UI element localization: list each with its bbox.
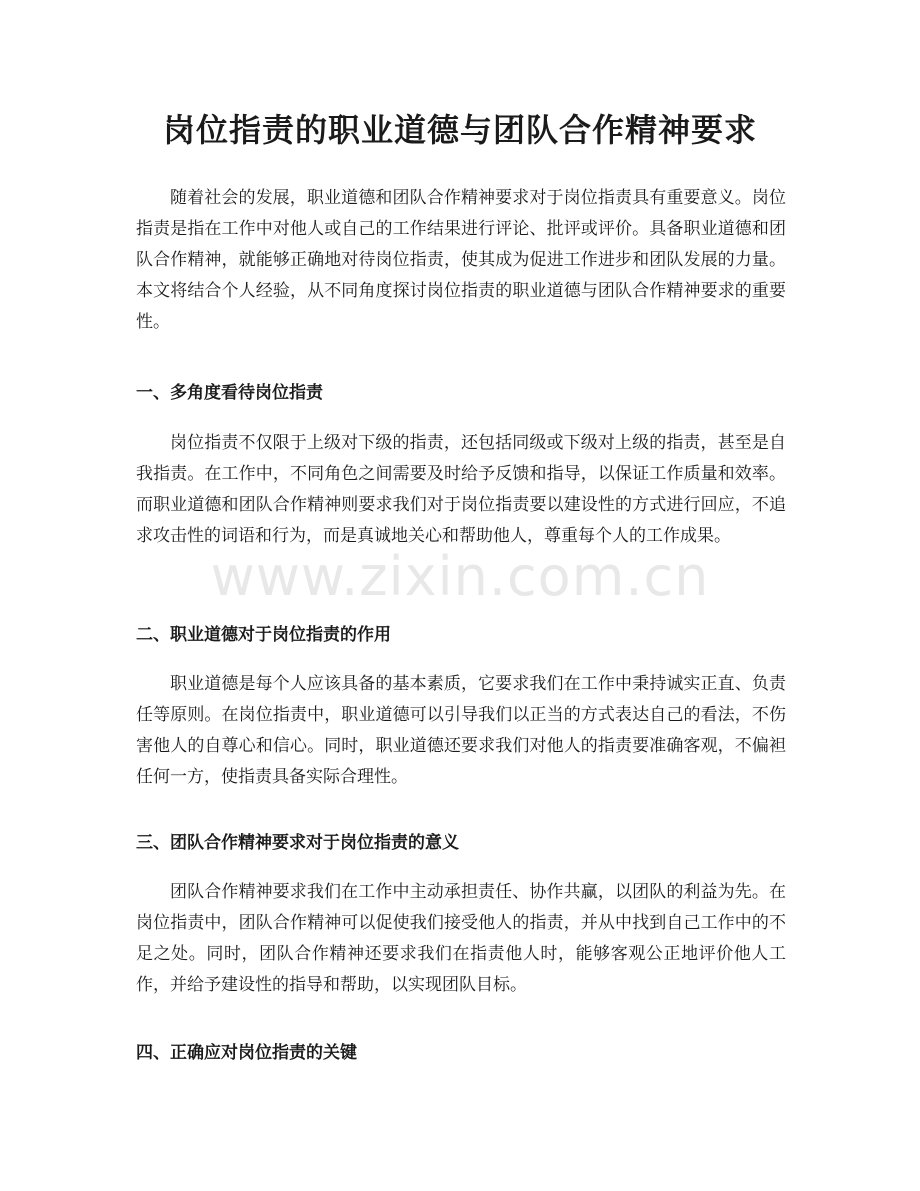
section-3-body: 团队合作精神要求我们在工作中主动承担责任、协作共赢，以团队的利益为先。在岗位指责中，团队合作精神可以促使我们接受他人的指责，并从中找到自己工作中的不足之处。同时，团队合作精神还要求我们在指责他人时，能够客观公正地评价他人工作，并给予建设性的指导和帮助，以实现团队目标。 — [136, 882, 786, 995]
watermark: www.zixin.com.cn — [210, 545, 710, 608]
intro-paragraph: 随着社会的发展，职业道德和团队合作精神要求对于岗位指责具有重要意义。岗位指责是指在工作中对他人或自己的工作结果进行评论、批评或评价。具备职业道德和团队合作精神，就能够正确地对待岗位指责，使其成为促进工作进步和团队发展的力量。本文将结合个人经验，从不同角度探讨岗位指责的职业道德与团队合作精神要求的重要性。 — [136, 188, 786, 332]
section-2-heading: 二、职业道德对于岗位指责的作用 — [136, 625, 391, 645]
section-1-heading: 一、多角度看待岗位指责 — [136, 383, 323, 403]
section-1-body: 岗位指责不仅限于上级对下级的指责，还包括同级或下级对上级的指责，甚至是自我指责。在工作中，不同角色之间需要及时给予反馈和指导，以保证工作质量和效率。而职业道德和团队合作精神则要求我们对于岗位指责要以建设性的方式进行回应，不追求攻击性的词语和行为，而是真诚地关心和帮助他人，尊重每个人的工作成果。 — [136, 433, 786, 546]
section-3-heading: 三、团队合作精神要求对于岗位指责的意义 — [136, 833, 459, 853]
page-title: 岗位指责的职业道德与团队合作精神要求 — [162, 111, 757, 149]
section-2-body: 职业道德是每个人应该具备的基本素质，它要求我们在工作中秉持诚实正直、负责任等原则。在岗位指责中，职业道德可以引导我们以正当的方式表达自己的看法，不伤害他人的自尊心和信心。同时，职业道德还要求我们对他人的指责要准确客观，不偏袒任何一方，使指责具备实际合理性。 — [136, 674, 786, 787]
section-4-heading: 四、正确应对岗位指责的关键 — [136, 1043, 357, 1063]
